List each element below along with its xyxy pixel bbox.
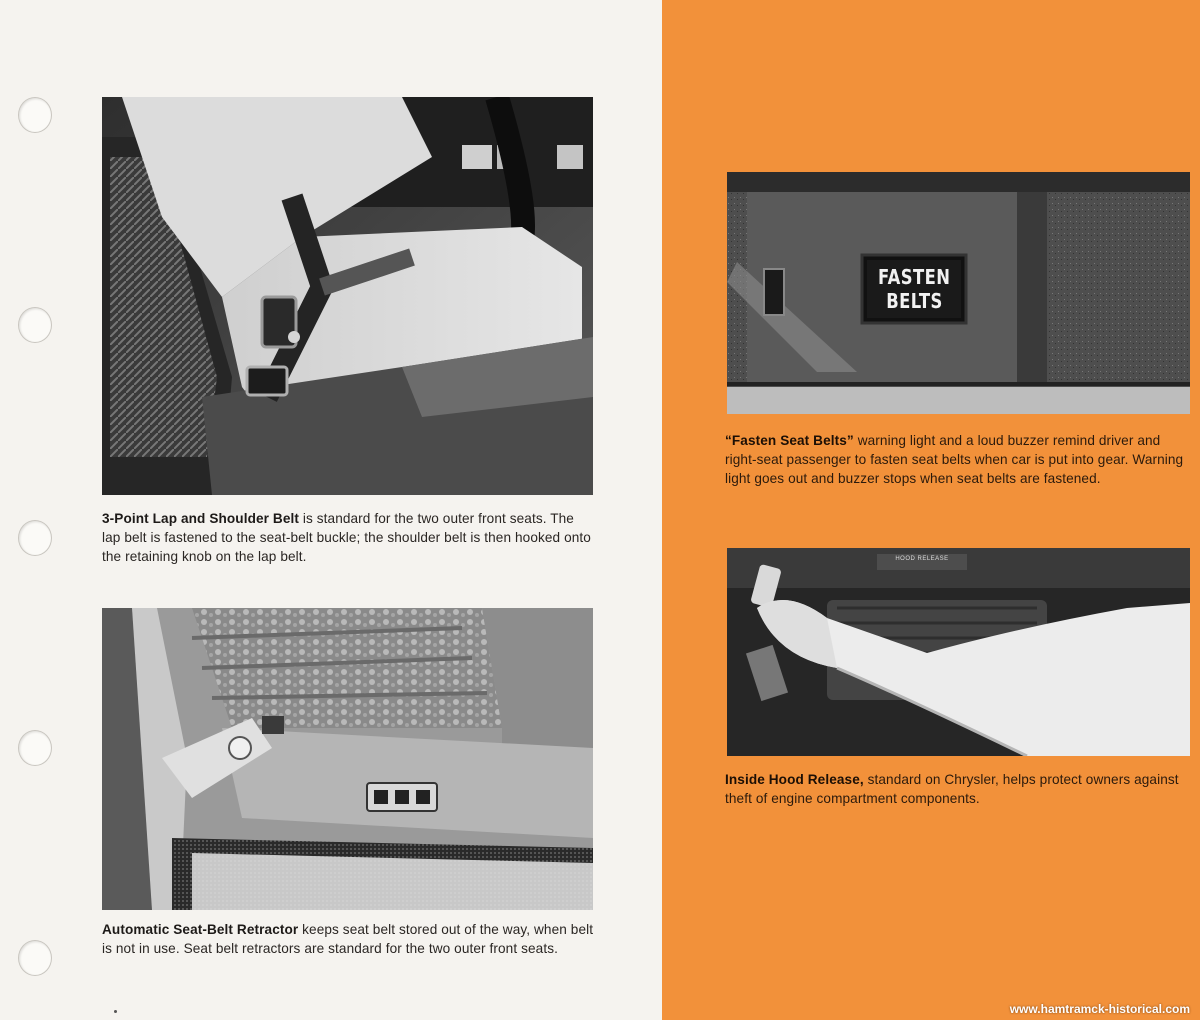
caption-title: “Fasten Seat Belts” bbox=[725, 433, 854, 448]
caption-fasten-seat-belts bbox=[725, 431, 1195, 488]
watermark: www.hamtramck-historical.com bbox=[1009, 1002, 1190, 1016]
fasten-belts-line2: BELTS bbox=[885, 289, 943, 313]
speck bbox=[114, 1010, 117, 1013]
caption-title: 3-Point Lap and Shoulder Belt bbox=[102, 511, 299, 526]
fasten-belts-label bbox=[867, 260, 961, 318]
binder-hole bbox=[18, 97, 52, 133]
caption-seat-belt-retractor bbox=[102, 920, 596, 958]
binder-hole bbox=[18, 940, 52, 976]
caption-lap-shoulder-belt bbox=[102, 509, 596, 566]
binder-hole bbox=[18, 307, 52, 343]
right-page bbox=[662, 0, 1200, 1020]
caption-body: is standard for the two outer front seats. The lap belt is fastened to the seat-belt buckle; the shoulder belt is then hooked onto the retaining knob on the lap belt. bbox=[102, 511, 591, 564]
caption-title: Automatic Seat-Belt Retractor bbox=[102, 922, 299, 937]
caption-body: warning light and a loud buzzer remind driver and right-seat passenger to fasten seat belts when car is put into gear. Warning light goes out and buzzer stops when seat belts are fastened. bbox=[725, 433, 1184, 486]
fasten-belts-line1: FASTEN bbox=[877, 265, 951, 289]
caption-title: Inside Hood Release, bbox=[725, 772, 864, 787]
photo-fasten-belts-light bbox=[727, 172, 1190, 414]
photo-hood-release bbox=[727, 548, 1190, 756]
photo-lap-shoulder-belt bbox=[102, 97, 593, 495]
caption-body: standard on Chrysler, helps protect owners against theft of engine compartment components. bbox=[725, 772, 1179, 806]
binder-hole bbox=[18, 520, 52, 556]
photo-seat-belt-retractor bbox=[102, 608, 593, 910]
hood-release-label: HOOD RELEASE bbox=[895, 556, 949, 562]
caption-body: keeps seat belt stored out of the way, when belt is not in use. Seat belt retractors are standard for the two outer front seats. bbox=[102, 922, 594, 956]
binder-hole bbox=[18, 730, 52, 766]
caption-hood-release bbox=[725, 770, 1195, 808]
